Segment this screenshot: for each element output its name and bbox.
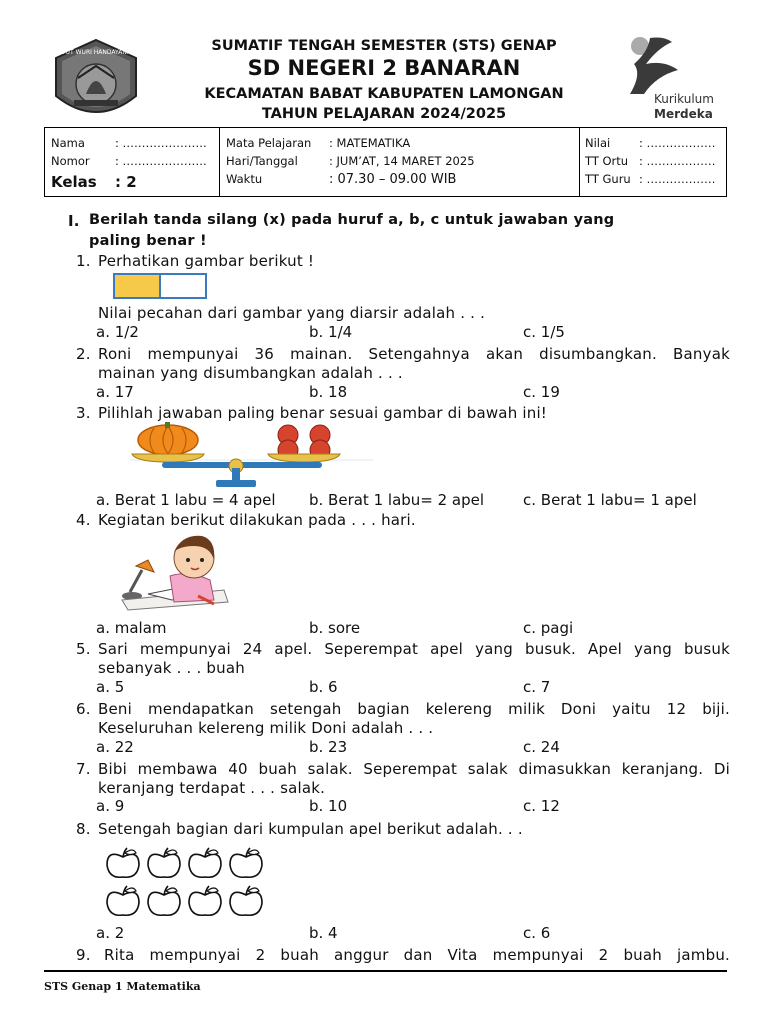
tt-guru-field[interactable]: : ……………… <box>639 172 716 186</box>
q8-option-a[interactable]: a. 2 <box>96 924 125 942</box>
apple-group-figure <box>104 845 268 919</box>
q3-option-b[interactable]: b. Berat 1 labu= 2 apel <box>309 491 485 509</box>
q5-number: 5. <box>76 640 91 658</box>
apple-icon <box>107 886 139 915</box>
q8-number: 8. <box>76 820 91 838</box>
q7-text: Bibi membawa 40 buah salak. Seperempat salak dimasukkan keranjang. Di <box>98 760 730 778</box>
q5-text-2: sebanyak . . . buah <box>98 659 245 677</box>
q2-text-2: mainan yang disumbangkan adalah . . . <box>98 364 403 382</box>
q5-option-b[interactable]: b. 6 <box>309 678 338 696</box>
q1-option-c[interactable]: c. 1/5 <box>523 323 565 341</box>
q2-number: 2. <box>76 345 91 363</box>
q1-text-2: Nilai pecahan dari gambar yang diarsir adalah . . . <box>98 304 486 322</box>
q1-text: Perhatikan gambar berikut ! <box>98 252 315 270</box>
school-name: SD NEGERI 2 BANARAN <box>247 56 521 80</box>
q5-option-a[interactable]: a. 5 <box>96 678 125 696</box>
q4-option-b[interactable]: b. sore <box>309 619 361 637</box>
q7-option-a[interactable]: a. 9 <box>96 797 125 815</box>
q4-option-c[interactable]: c. pagi <box>523 619 574 637</box>
child-studying-figure <box>118 530 230 614</box>
apple-group-svg <box>104 845 268 919</box>
q9-text: Rita mempunyai 2 buah anggur dan Vita mempunyai 2 buah jambu. <box>104 946 730 964</box>
identity-box <box>44 127 727 197</box>
header-line-4: TAHUN PELAJARAN 2024/2025 <box>261 106 507 122</box>
apple-icon <box>230 886 262 915</box>
fraction-bar-svg <box>113 273 207 299</box>
q6-option-a[interactable]: a. 22 <box>96 738 134 756</box>
q6-number: 6. <box>76 700 91 718</box>
nilai-field[interactable]: : ……………… <box>639 136 716 150</box>
q3-option-c[interactable]: c. Berat 1 labu= 1 apel <box>523 491 697 509</box>
mapel-value: : MATEMATIKA <box>329 136 411 150</box>
logo-line-1: Kurikulum <box>654 92 714 106</box>
q5-text: Sari mempunyai 24 apel. Seperempat apel yang busuk. Apel yang busuk <box>98 640 730 658</box>
section-number: I. <box>68 212 80 230</box>
q1-number: 1. <box>76 252 91 270</box>
q9-number: 9. <box>76 946 91 964</box>
tt-guru-label: TT Guru <box>585 172 631 186</box>
waktu-value: : 07.30 – 09.00 WIB <box>329 172 457 187</box>
q6-option-c[interactable]: c. 24 <box>523 738 560 756</box>
hari-label: Hari/Tanggal <box>226 154 298 168</box>
q6-text-2: Keseluruhan kelereng milik Doni adalah . . . <box>98 719 434 737</box>
section-instruction-line-2: paling benar ! <box>89 233 207 249</box>
nomor-field[interactable]: : …………………. <box>115 154 207 168</box>
fraction-figure <box>113 273 207 299</box>
q5-option-c[interactable]: c. 7 <box>523 678 551 696</box>
q8-option-b[interactable]: b. 4 <box>309 924 338 942</box>
q2-text: Roni mempunyai 36 mainan. Setengahnya akan disumbangkan. Banyak <box>98 345 730 363</box>
q6-text: Beni mendapatkan setengah bagian kelereng milik Doni yaitu 12 biji. <box>98 700 730 718</box>
hari-value: : JUM’AT, 14 MARET 2025 <box>329 154 475 168</box>
q1-option-a[interactable]: a. 1/2 <box>96 323 139 341</box>
kelas-label: Kelas <box>51 173 97 191</box>
logo-motto: TUT WURI HANDAYANI <box>62 49 129 56</box>
apple-icon <box>148 848 180 877</box>
q4-text: Kegiatan berikut dilakukan pada . . . hari. <box>98 511 416 529</box>
q7-text-2: keranjang terdapat . . . salak. <box>98 779 326 797</box>
q1-option-b[interactable]: b. 1/4 <box>309 323 353 341</box>
fraction-shaded-part <box>115 275 160 297</box>
q2-option-b[interactable]: b. 18 <box>309 383 348 401</box>
footer-text: STS Genap 1 Matematika <box>44 980 201 993</box>
q8-option-c[interactable]: c. 6 <box>523 924 551 942</box>
q4-number: 4. <box>76 511 91 529</box>
tt-ortu-field[interactable]: : ……………… <box>639 154 716 168</box>
q3-option-a[interactable]: a. Berat 1 labu = 4 apel <box>96 491 276 509</box>
q4-option-a[interactable]: a. malam <box>96 619 167 637</box>
kelas-value: : 2 <box>115 173 137 191</box>
section-instruction-line-1: Berilah tanda silang (x) pada huruf a, b, c untuk jawaban yang <box>89 212 615 228</box>
waktu-label: Waktu <box>226 172 263 186</box>
apple-icon <box>230 848 262 877</box>
apple-icon <box>107 848 139 877</box>
identity-column-score <box>579 128 728 196</box>
kurikulum-merdeka-logo <box>620 34 730 124</box>
nomor-label: Nomor <box>51 154 90 168</box>
q2-option-c[interactable]: c. 19 <box>523 383 560 401</box>
q3-text: Pilihlah jawaban paling benar sesuai gambar di bawah ini! <box>98 404 548 422</box>
identity-column-student <box>45 128 220 196</box>
apple-icon <box>189 886 221 915</box>
apple-icon <box>148 886 180 915</box>
q7-option-c[interactable]: c. 12 <box>523 797 560 815</box>
nilai-label: Nilai <box>585 136 611 150</box>
q8-text: Setengah bagian dari kumpulan apel berikut adalah. . . <box>98 820 523 838</box>
footer-divider <box>44 970 727 972</box>
q7-number: 7. <box>76 760 91 778</box>
mapel-label: Mata Pelajaran <box>226 136 312 150</box>
tt-ortu-label: TT Ortu <box>585 154 629 168</box>
balance-scale-figure <box>118 422 386 490</box>
logo-line-2: Merdeka <box>654 107 713 121</box>
nama-field[interactable]: : …………………. <box>115 136 207 150</box>
q2-option-a[interactable]: a. 17 <box>96 383 134 401</box>
nama-label: Nama <box>51 136 85 150</box>
q7-option-b[interactable]: b. 10 <box>309 797 348 815</box>
identity-column-exam <box>219 128 580 196</box>
apple-icon <box>189 848 221 877</box>
header-line-3: KECAMATAN BABAT KABUPATEN LAMONGAN <box>204 86 564 102</box>
q6-option-b[interactable]: b. 23 <box>309 738 348 756</box>
header-line-1: SUMATIF TENGAH SEMESTER (STS) GENAP <box>211 38 557 54</box>
q3-number: 3. <box>76 404 91 422</box>
